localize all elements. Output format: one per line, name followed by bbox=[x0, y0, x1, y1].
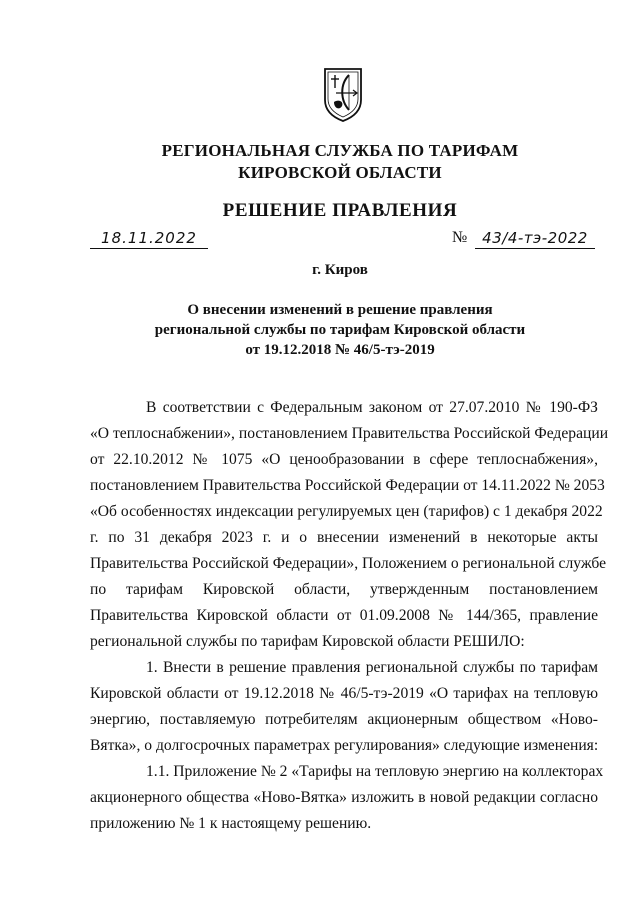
body-line: по тарифам Кировской области, утвержденным постановлением bbox=[90, 581, 598, 598]
organization-name-line1: РЕГИОНАЛЬНАЯ СЛУЖБА ПО ТАРИФАМ bbox=[161, 141, 519, 160]
body-line: В соответствии с Федеральным законом от 27.07.2010 № 190-ФЗ bbox=[146, 399, 598, 416]
body-line: от 22.10.2012 № 1075 «О ценообразовании в сфере теплоснабжения», bbox=[90, 451, 598, 468]
body-line: приложению № 1 к настоящему решению. bbox=[90, 815, 372, 832]
body-line: Вятка», о долгосрочных параметрах регулирования» следующие изменения: bbox=[90, 737, 599, 754]
number-sign: № bbox=[452, 229, 468, 246]
body-line: «Об особенностях индексации регулируемых цен (тарифов) с 1 декабря 2022 bbox=[90, 503, 603, 520]
handwritten-date: 18.11.2022 bbox=[90, 228, 208, 249]
body-line: региональной службы по тарифам Кировской области РЕШИЛО: bbox=[90, 633, 525, 650]
subject-line1: О внесении изменений в решение правления bbox=[187, 302, 493, 318]
subject-line2: региональной службы по тарифам Кировской области bbox=[154, 322, 526, 338]
handwritten-document-number: 43/4-тэ-2022 bbox=[475, 228, 595, 249]
body-line: Правительства Кировской области от 01.09.2008 № 144/365, правление bbox=[90, 607, 598, 624]
body-line: акционерного общества «Ново-Вятка» изложить в новой редакции согласно bbox=[90, 789, 598, 806]
organization-name-line2: КИРОВСКОЙ ОБЛАСТИ bbox=[238, 163, 442, 182]
document-type-title: РЕШЕНИЕ ПРАВЛЕНИЯ bbox=[222, 200, 458, 221]
body-line: 1. Внести в решение правления региональной службы по тарифам bbox=[146, 659, 598, 676]
body-line: энергию, поставляемую потребителям акционерным обществом «Ново- bbox=[90, 711, 598, 728]
subject-line3: от 19.12.2018 № 46/5-тэ-2019 bbox=[245, 342, 435, 358]
body-line: постановлением Правительства Российской Федерации от 14.11.2022 № 2053 bbox=[90, 477, 605, 494]
body-line: 1.1. Приложение № 2 «Тарифы на тепловую энергию на коллекторах bbox=[146, 763, 604, 780]
city-line: г. Киров bbox=[312, 262, 368, 278]
coat-of-arms-icon bbox=[322, 66, 364, 122]
body-line: Кировской области от 19.12.2018 № 46/5-тэ-2019 «О тарифах на тепловую bbox=[90, 685, 598, 702]
body-line: Правительства Российской Федерации», Положением о региональной службе bbox=[90, 555, 607, 572]
body-line: г. по 31 декабря 2023 г. и о внесении изменений в некоторые акты bbox=[90, 529, 598, 546]
body-line: «О теплоснабжении», постановлением Правительства Российской Федерации bbox=[90, 425, 609, 442]
